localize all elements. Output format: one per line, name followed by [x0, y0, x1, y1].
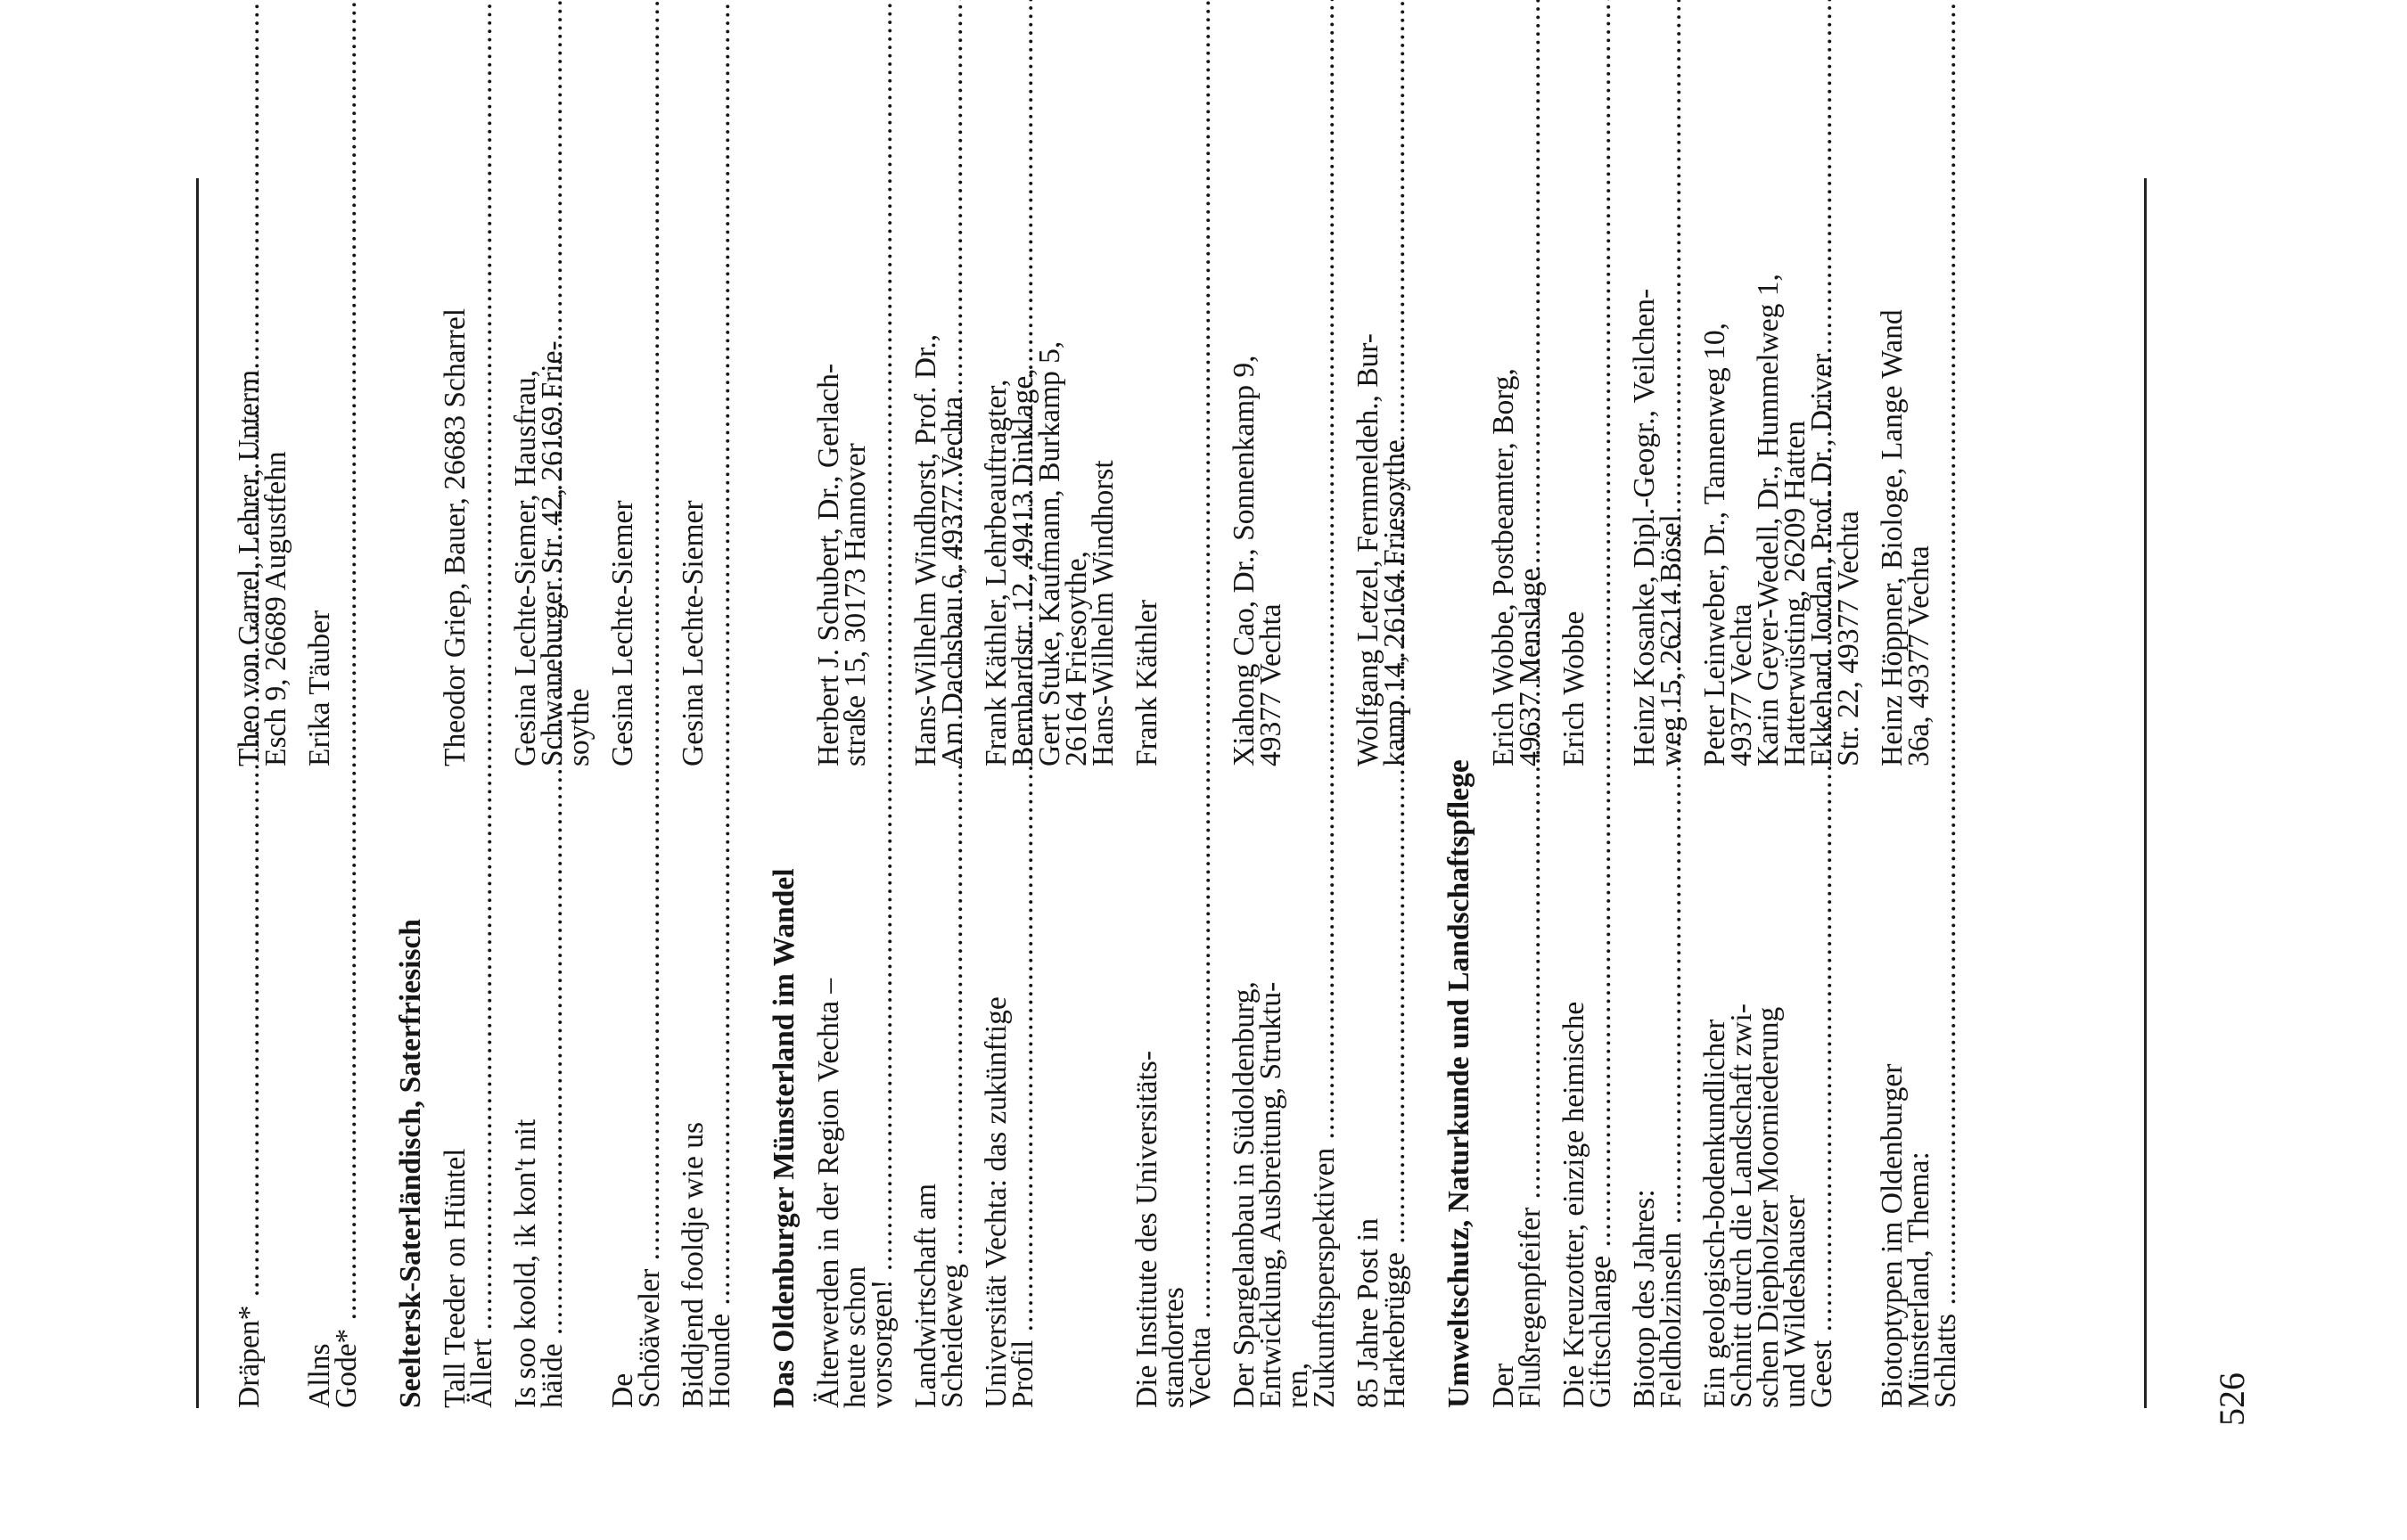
rotated-page: [36, 134, 2354, 1444]
entry-title-column: [303, 802, 363, 1408]
entry-author: Frank Käthler: [1130, 600, 1163, 766]
section-heading: [394, 169, 427, 1408]
entry-title: Landwirtschaft am Scheideweg .....: [913, 0, 966, 1408]
toc-entry: [606, 169, 666, 1408]
entry-title-column: [509, 802, 569, 1408]
entry-author: Theo von Garrel, Lehrer, Unterm Esch 9, 26689 Augustfehn: [233, 369, 292, 766]
entry-title: Universität Vechta: das zukünftige Profil .....: [983, 0, 1037, 1408]
entry-author: Heinz Kosanke, Dipl.-Geogr., Veilchen- weg 15, 26214 Bösel: [1628, 288, 1688, 766]
entry-title-column: [812, 802, 899, 1408]
bottom-rule: [2144, 178, 2147, 1408]
entry-title: Der Flußregenpfeifer .....: [1491, 0, 1544, 1408]
toc-entry: [1228, 169, 1341, 1408]
toc-entry: [909, 169, 969, 1408]
entry-author: Theodor Griep, Bauer, 26683 Scharrel: [439, 307, 472, 766]
entry-author: Wolfgang Letzel, Fernmeldeh., Bur- kamp 14, 26164 Friesoythe: [1351, 333, 1411, 766]
entry-title: Die Institute des Universitäts- standortes Vechta .....: [1134, 0, 1214, 1408]
section-title: Seeltersk-Saterländisch, Saterfriesisch: [394, 919, 427, 1408]
page-number: 526: [2212, 1372, 2252, 1426]
entry-title: De Schöäweler .....: [610, 0, 663, 1408]
entry-author: Gesina Lechte-Siemer: [606, 500, 639, 766]
toc-entry: [1557, 169, 1617, 1408]
entry-title: Die Kreuzotter, einzige heimische Giftschlange .....: [1561, 0, 1614, 1408]
entry-title-column: [909, 802, 969, 1408]
entry-author: Peter Leinweber, Dr., Tannenweg 10, 49377 Vechta Karin Geyer-Wedell, Dr., Hummelweg 1, Hatterwüsting, 26209 Hatten Ekkehard Jordan, Prof. Dr., Driver Str. 22, 49377 Vechta: [1698, 274, 1865, 766]
toc-entry: [1876, 169, 1962, 1408]
entry-title: Biotop des Jahres: Feldholzinseln .....: [1631, 0, 1685, 1408]
entry-title: Allns Gode* .....: [307, 0, 360, 1408]
toc-entry: [1628, 169, 1688, 1408]
entry-title-column: [1557, 802, 1617, 1408]
toc-entry: [1698, 169, 1865, 1408]
section-heading: [768, 169, 801, 1408]
entry-author: Erika Täuber: [303, 610, 336, 766]
toc-entry: [1487, 169, 1547, 1408]
section-title: Umweltschutz, Naturkunde und Landschaftspflege: [1442, 759, 1475, 1408]
entry-title-column: [1130, 802, 1217, 1408]
entry-author: Xiahong Cao, Dr., Sonnenkamp 9, 49377 Vechta: [1228, 355, 1287, 766]
entry-title: Biotoptypen im Oldenburger Münsterland, Thema: Schlatts .....: [1879, 0, 1959, 1408]
toc-entry: [980, 169, 1120, 1408]
entry-title: Der Spargelanbau in Südoldenburg, Entwicklung, Ausbreitung, Struktu- ren, Zukunftsperspektiven .....: [1231, 0, 1338, 1408]
entry-author: Herbert J. Schubert, Dr., Gerlach- straße 15, 30173 Hannover: [812, 363, 872, 766]
entry-title-column: [1351, 802, 1411, 1408]
top-rule: [196, 178, 199, 1408]
entry-author: Erich Wobbe: [1557, 610, 1590, 766]
section-title: Das Oldenburger Münsterland im Wandel: [768, 868, 801, 1408]
entry-author: Frank Käthler, Lehrbeauftragter, Bernhardstr. 12, 49413 Dinklage, Gert Stuke, Kaufmann, Burkamp 5, 26164 Friesoythe, Hans-Wilhelm Windhorst: [980, 340, 1120, 766]
entry-title: Biddjend fooldje wie us Hounde .....: [680, 0, 734, 1408]
toc-entry: [303, 169, 363, 1408]
entry-title-column: [1698, 802, 1838, 1408]
entry-title-column: [439, 802, 498, 1408]
toc-entry: [1351, 169, 1411, 1408]
entry-author: Gesina Lechte-Siemer, Hausfrau, Schwaneburger Str. 42, 26169 Frie- soythe: [509, 340, 596, 766]
entry-title: Is soo koold, ik kon't nit häide .....: [513, 0, 566, 1408]
entry-title-column: [606, 802, 666, 1408]
entry-title-column: [1628, 802, 1688, 1408]
entry-title: Tall Teeder on Hüntel Ällert .....: [442, 0, 496, 1408]
section-heading: [1442, 169, 1475, 1408]
entry-author: Gesina Lechte-Siemer: [677, 500, 710, 766]
entry-author: Hans-Wilhelm Windhorst, Prof. Dr., Am Dachsbau 6, 49377 Vechta: [909, 333, 969, 766]
entry-title-column: [1228, 802, 1341, 1408]
entry-author: Erich Wobbe, Postbeamter, Borg, 49637 Menslage: [1487, 368, 1547, 766]
entry-title: Älterwerden in der Region Vechta – heute schon vorsorgen! .....: [816, 0, 896, 1408]
entry-title-column: [233, 802, 266, 1408]
toc-entry: [812, 169, 899, 1408]
entry-title: Dräpen* .....: [236, 0, 263, 1408]
toc-entry: [233, 169, 292, 1408]
entry-title-column: [1487, 802, 1547, 1408]
table-of-contents: [233, 169, 2135, 1408]
entry-title-column: [677, 802, 736, 1408]
entry-title-column: [980, 802, 1039, 1408]
entry-author: Heinz Höppner, Biologe, Lange Wand 36a, 49377 Vechta: [1876, 309, 1935, 766]
entry-title: 85 Jahre Post in Harkebrügge .....: [1355, 0, 1409, 1408]
toc-entry: [509, 169, 596, 1408]
entry-title: Ein geologisch-bodenkundlicher Schnitt durch die Landschaft zwi- schen Diepholzer Moorniederung und Wildeshauser Geest .....: [1702, 0, 1836, 1408]
toc-entry: [439, 169, 498, 1408]
toc-entry: [677, 169, 736, 1408]
toc-entry: [1130, 169, 1217, 1408]
entry-title-column: [1876, 802, 1962, 1408]
